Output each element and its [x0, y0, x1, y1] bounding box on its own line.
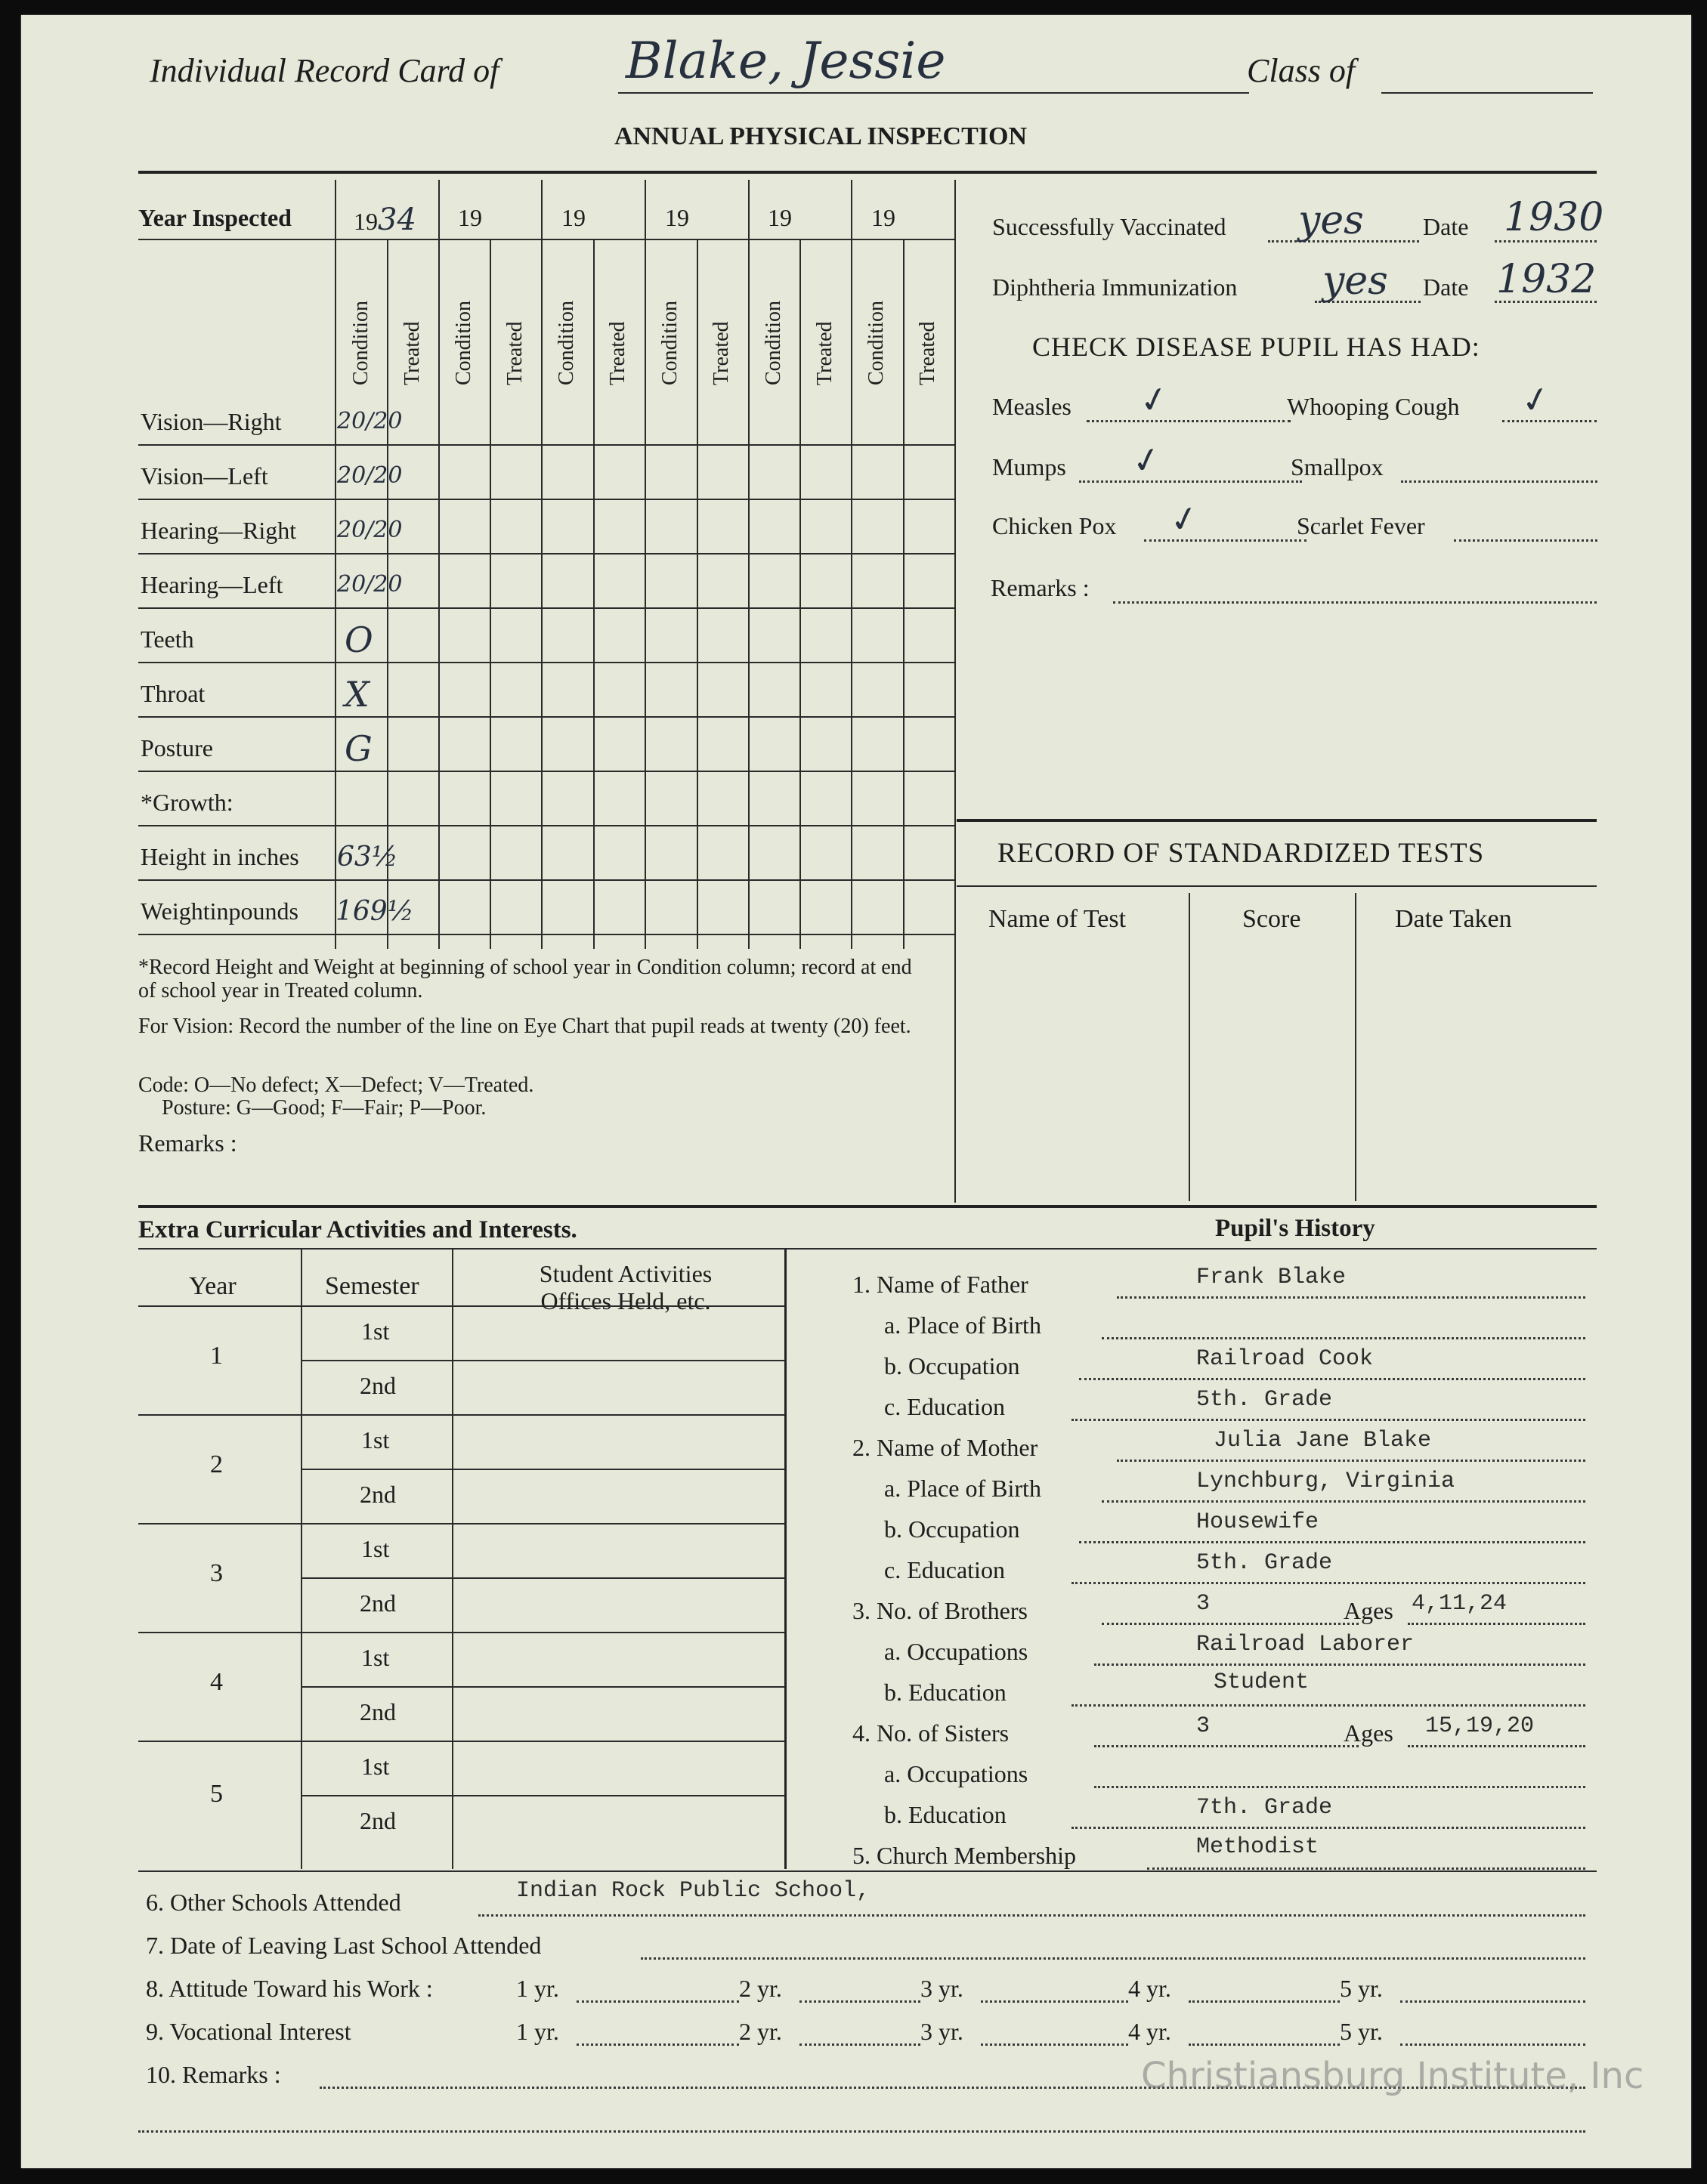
date-leaving-label: 7. Date of Leaving Last School Attended — [146, 1932, 542, 1959]
brothers-ages-label: Ages — [1344, 1597, 1393, 1624]
row-label: Vision—Right — [141, 408, 282, 435]
disease-remarks-label: Remarks : — [991, 574, 1090, 601]
vocational-yr4: 4 yr. — [1128, 2018, 1171, 2045]
year-5: 19 — [768, 204, 792, 231]
brothers-label: 3. No. of Brothers — [852, 1597, 1028, 1624]
watermark: Christiansburg Institute, Inc — [1141, 2055, 1644, 2097]
diphtheria-value: yes — [1322, 258, 1388, 304]
brothers-education-value: Student — [1214, 1670, 1310, 1695]
vision-right-value: 20/20 — [337, 408, 403, 434]
col-activities: Student Activities — [539, 1260, 713, 1287]
physical-right-border — [954, 180, 956, 1203]
year-row: 1 — [210, 1342, 223, 1370]
attitude-label: 8. Attitude Toward his Work : — [146, 1975, 433, 2002]
vocational-label: 9. Vocational Interest — [146, 2018, 351, 2045]
physical-remarks-label: Remarks : — [138, 1129, 237, 1157]
col-activities-sub: Offices Held, etc. — [540, 1287, 711, 1314]
row-label: *Growth: — [141, 789, 233, 816]
row-label: Height in inches — [141, 843, 299, 870]
mumps-check-icon: ✓ — [1127, 437, 1165, 483]
brothers-ages-value: 4,11,24 — [1412, 1591, 1508, 1617]
col-year: Year — [189, 1272, 237, 1300]
vocational-yr5: 5 yr. — [1340, 2018, 1383, 2045]
mumps-label: Mumps — [992, 453, 1066, 480]
year-inspected-label: Year Inspected — [138, 204, 292, 231]
mother-occupation-value: Housewife — [1196, 1509, 1319, 1535]
father-label: 1. Name of Father — [852, 1271, 1028, 1298]
label-col-divider — [335, 180, 336, 949]
chicken-pox-label: Chicken Pox — [992, 512, 1117, 539]
activities-right-border — [784, 1250, 787, 1869]
col-condition: Condition — [658, 300, 682, 385]
church-label: 5. Church Membership — [852, 1842, 1076, 1869]
col-treated: Treated — [503, 321, 527, 385]
father-value: Frank Blake — [1196, 1265, 1347, 1290]
church-value: Methodist — [1196, 1834, 1319, 1860]
attitude-yr4: 4 yr. — [1128, 1975, 1171, 2002]
row-label: Throat — [141, 680, 206, 707]
vocational-yr2: 2 yr. — [739, 2018, 782, 2045]
vision-note: For Vision: Record the number of the line on Eye Chart that pupil reads at twenty (20) feet. — [138, 1015, 911, 1038]
col-condition: Condition — [555, 300, 578, 385]
bottom-remarks-label: 10. Remarks : — [146, 2061, 281, 2088]
semester-cell: 2nd — [360, 1698, 396, 1725]
col-treated: Treated — [916, 321, 939, 385]
semester-cell: 2nd — [360, 1372, 396, 1399]
tests-top-border — [957, 819, 1597, 822]
father-occupation-label: b. Occupation — [884, 1352, 1020, 1379]
year-row: 4 — [210, 1668, 223, 1696]
whooping-label: Whooping Cough — [1287, 393, 1460, 420]
hearing-left-value: 20/20 — [337, 571, 403, 598]
attitude-yr5: 5 yr. — [1340, 1975, 1383, 2002]
code-note: Code: O—No defect; X—Defect; V—Treated. — [138, 1073, 534, 1097]
attitude-yr3: 3 yr. — [920, 1975, 963, 2002]
row-label: Vision—Left — [141, 462, 268, 490]
teeth-value: O — [345, 619, 373, 660]
diphtheria-date: 1932 — [1496, 257, 1597, 302]
semester-cell: 1st — [361, 1753, 390, 1780]
vision-left-value: 20/20 — [337, 462, 403, 489]
col-condition: Condition — [452, 300, 475, 385]
father-occupation-value: Railroad Cook — [1196, 1346, 1374, 1372]
row-label: Teeth — [141, 626, 194, 653]
col-treated: Treated — [606, 321, 629, 385]
diphtheria-label: Diphtheria Immunization — [992, 273, 1238, 301]
sisters-education-value: 7th. Grade — [1196, 1795, 1333, 1821]
year-row-divider — [138, 239, 954, 240]
attitude-yr2: 2 yr. — [739, 1975, 782, 2002]
semester-cell: 2nd — [360, 1807, 396, 1834]
brothers-education-label: b. Education — [884, 1679, 1007, 1706]
year-2: 19 — [458, 204, 482, 231]
sisters-label: 4. No. of Sisters — [852, 1719, 1010, 1747]
measles-label: Measles — [992, 393, 1072, 420]
student-name: Blake, Jessie — [626, 32, 946, 90]
chicken-pox-check-icon: ✓ — [1165, 496, 1203, 542]
posture-value: G — [345, 728, 373, 769]
semester-cell: 1st — [361, 1318, 390, 1345]
height-value: 63½ — [337, 842, 398, 873]
row-label: Hearing—Right — [141, 517, 297, 544]
vocational-yr1: 1 yr. — [516, 2018, 559, 2045]
mother-birth-label: a. Place of Birth — [884, 1475, 1041, 1502]
page-subtitle: ANNUAL PHYSICAL INSPECTION — [614, 122, 1027, 150]
tests-heading: RECORD OF STANDARDIZED TESTS — [997, 838, 1485, 869]
sisters-value: 3 — [1196, 1713, 1211, 1739]
semester-cell: 1st — [361, 1535, 390, 1562]
other-schools-value: Indian Rock Public School, — [516, 1878, 871, 1904]
scarlet-fever-label: Scarlet Fever — [1297, 512, 1425, 539]
brothers-occupations-value: Railroad Laborer — [1196, 1632, 1415, 1657]
year-row: 2 — [210, 1450, 223, 1478]
year-4: 19 — [665, 204, 689, 231]
col-treated: Treated — [400, 321, 424, 385]
smallpox-label: Smallpox — [1291, 453, 1384, 480]
measles-check-icon: ✓ — [1135, 376, 1173, 423]
section-top-border — [138, 171, 1597, 174]
mother-value: Julia Jane Blake — [1214, 1428, 1432, 1453]
bottom-section-divider — [138, 1870, 1597, 1872]
year-1: 1934 — [354, 202, 416, 237]
col-condition: Condition — [762, 300, 785, 385]
attitude-yr1: 1 yr. — [516, 1975, 559, 2002]
year-6: 19 — [871, 204, 895, 231]
semester-cell: 2nd — [360, 1481, 396, 1508]
col-condition: Condition — [349, 300, 373, 385]
throat-value: X — [345, 674, 370, 715]
vaccinated-value: yes — [1298, 198, 1364, 243]
vaccinated-label: Successfully Vaccinated — [992, 213, 1226, 240]
weight-value: 169½ — [336, 896, 414, 927]
row-label: Hearing—Left — [141, 571, 283, 598]
class-line — [1381, 92, 1593, 94]
sisters-ages-label: Ages — [1344, 1719, 1393, 1747]
mother-education-value: 5th. Grade — [1196, 1550, 1333, 1576]
sisters-ages-value: 15,19,20 — [1425, 1713, 1535, 1739]
growth-note: *Record Height and Weight at beginning of school year in Condition column; record at end of school year in Treated column. — [138, 956, 912, 1002]
semester-cell: 1st — [361, 1426, 390, 1453]
whooping-check-icon: ✓ — [1517, 376, 1554, 423]
tests-col-score: Score — [1242, 905, 1301, 933]
record-card — [21, 15, 1691, 2168]
date-label: Date — [1423, 213, 1469, 240]
col-treated: Treated — [710, 321, 733, 385]
semester-cell: 2nd — [360, 1589, 396, 1617]
brothers-occupations-label: a. Occupations — [884, 1638, 1028, 1665]
name-line — [618, 92, 1249, 94]
history-heading: Pupil's History — [1215, 1215, 1375, 1242]
year-3: 19 — [561, 204, 586, 231]
class-of-label: Class of — [1247, 52, 1356, 89]
semester-cell: 1st — [361, 1644, 390, 1671]
sisters-occupations-label: a. Occupations — [884, 1760, 1028, 1787]
brothers-value: 3 — [1196, 1591, 1211, 1617]
vaccinated-date: 1930 — [1504, 195, 1604, 240]
col-treated: Treated — [813, 321, 836, 385]
mother-occupation-label: b. Occupation — [884, 1515, 1020, 1543]
other-schools-label: 6. Other Schools Attended — [146, 1889, 401, 1916]
vocational-yr3: 3 yr. — [920, 2018, 963, 2045]
year-row: 3 — [210, 1559, 223, 1587]
col-semester: Semester — [325, 1272, 419, 1300]
lower-section-border — [138, 1205, 1597, 1208]
activities-heading: Extra Curricular Activities and Interests. — [138, 1216, 577, 1243]
father-education-label: c. Education — [884, 1393, 1005, 1420]
col-condition: Condition — [864, 300, 888, 385]
father-birth-label: a. Place of Birth — [884, 1311, 1041, 1339]
father-education-value: 5th. Grade — [1196, 1387, 1333, 1413]
card-title: Individual Record Card of — [150, 52, 499, 89]
mother-birth-value: Lynchburg, Virginia — [1196, 1469, 1455, 1494]
posture-code-note: Posture: G—Good; F—Fair; P—Poor. — [162, 1096, 487, 1120]
tests-col-name: Name of Test — [988, 905, 1127, 933]
disease-heading: CHECK DISEASE PUPIL HAS HAD: — [1032, 332, 1480, 362]
row-label: Weightinpounds — [141, 897, 298, 925]
tests-col-date: Date Taken — [1395, 905, 1512, 933]
date-label: Date — [1423, 273, 1469, 301]
mother-label: 2. Name of Mother — [852, 1434, 1038, 1461]
year-row: 5 — [210, 1780, 223, 1808]
mother-education-label: c. Education — [884, 1556, 1005, 1583]
sisters-education-label: b. Education — [884, 1801, 1007, 1828]
row-label: Posture — [141, 734, 213, 761]
hearing-right-value: 20/20 — [337, 517, 403, 543]
